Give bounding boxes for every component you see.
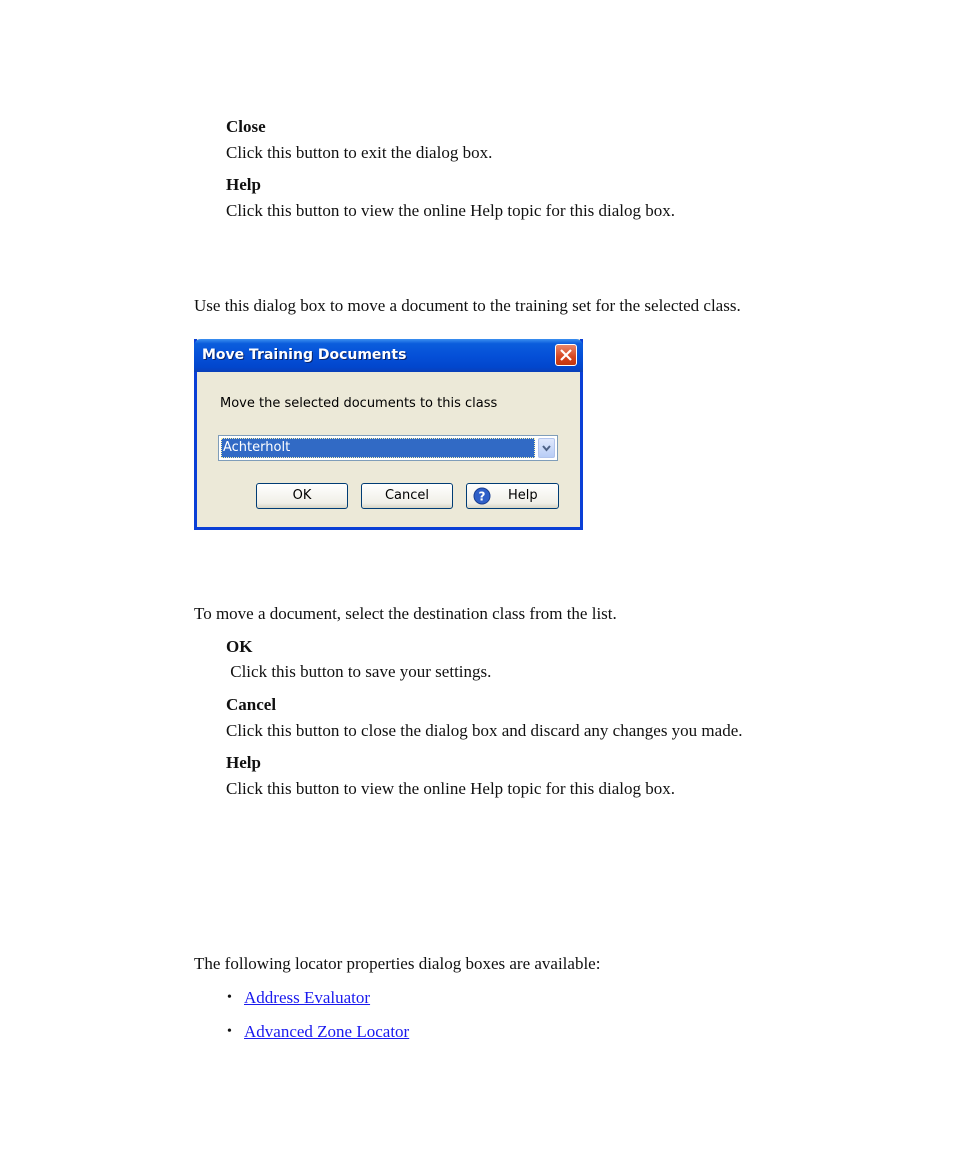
link-advanced-zone-locator[interactable]: Advanced Zone Locator xyxy=(244,1022,410,1041)
bullet-icon: • xyxy=(227,990,232,1005)
close-icon[interactable] xyxy=(555,344,577,366)
cancel-term: Cancel xyxy=(226,695,277,714)
link-address-evaluator[interactable]: Address Evaluator xyxy=(244,988,371,1007)
instructions-paragraph: To move a document, select the destination class from the list. xyxy=(194,604,617,623)
help-button-label: Help xyxy=(508,488,538,503)
bullet-icon: • xyxy=(227,1024,232,1039)
chevron-down-icon[interactable] xyxy=(538,438,555,458)
intro-paragraph: Use this dialog box to move a document to the training set for the selected class. xyxy=(194,296,741,315)
locators-intro: The following locator properties dialog boxes are available: xyxy=(194,954,601,973)
selected-class: Achterholt xyxy=(221,438,535,458)
dialog-label: Move the selected documents to this class xyxy=(220,396,498,411)
help-description: Click this button to view the online Help topic for this dialog box. xyxy=(226,201,676,220)
cancel-button[interactable]: Cancel xyxy=(361,483,453,509)
help-description-2: Click this button to view the online Help topic for this dialog box. xyxy=(226,779,676,798)
svg-text:?: ? xyxy=(478,489,486,504)
move-training-documents-dialog xyxy=(194,339,583,530)
ok-description: Click this button to save your settings. xyxy=(226,662,492,681)
dialog-titlebar xyxy=(194,339,583,372)
close-term: Close xyxy=(226,117,266,136)
ok-button[interactable]: OK xyxy=(256,483,348,509)
help-term: Help xyxy=(226,175,261,194)
help-icon xyxy=(473,487,491,505)
help-button[interactable] xyxy=(466,483,559,509)
ok-term: OK xyxy=(226,637,253,656)
dialog-title: Move Training Documents xyxy=(202,347,407,363)
cancel-description: Click this button to close the dialog box and discard any changes you made. xyxy=(226,721,743,740)
help-term-2: Help xyxy=(226,753,261,772)
class-dropdown[interactable] xyxy=(218,435,558,461)
close-description: Click this button to exit the dialog box. xyxy=(226,143,493,162)
